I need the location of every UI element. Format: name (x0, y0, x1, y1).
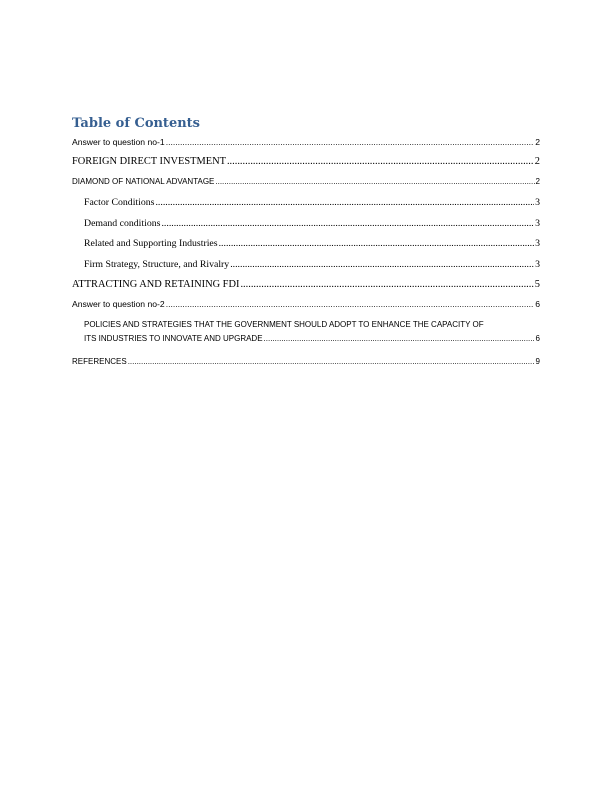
toc-entry-related-supporting-industries[interactable] (84, 238, 540, 249)
toc-entry-label: REFERENCES (72, 357, 127, 366)
toc-entry-diamond-national-advantage[interactable] (72, 177, 540, 186)
toc-entry-answer-2[interactable] (72, 299, 540, 309)
toc-leader-dots (155, 197, 534, 208)
toc-entry-label: Factor Conditions (84, 197, 155, 208)
toc-page-number: 2 (535, 137, 540, 147)
toc-entry-label: DIAMOND OF NATIONAL ADVANTAGE (72, 177, 215, 186)
toc-entry-label-line1: POLICIES AND STRATEGIES THAT THE GOVERNMENT SHOULD ADOPT TO ENHANCE THE CAPACITY OF (84, 320, 484, 329)
toc-entry-label-line2: ITS INDUSTRIES TO INNOVATE AND UPGRADE (84, 334, 263, 343)
toc-leader-dots (227, 156, 534, 167)
toc-title: Table of Contents (72, 116, 200, 131)
toc-leader-dots (219, 238, 534, 249)
toc-entry-label: Answer to question no-2 (72, 299, 165, 309)
toc-entry-label: Demand conditions (84, 218, 161, 229)
toc-leader-dots (166, 137, 535, 147)
toc-page-number: 6 (535, 334, 540, 343)
toc-entry-label: Firm Strategy, Structure, and Rivalry (84, 259, 230, 270)
toc-page-number: 3 (535, 259, 540, 270)
toc-entry-label: ATTRACTING AND RETAINING FDI (72, 279, 240, 290)
toc-entry-label: Answer to question no-1 (72, 137, 165, 147)
toc-leader-dots (215, 177, 534, 186)
toc-leader-dots (230, 259, 534, 270)
toc-entry-demand-conditions[interactable] (84, 218, 540, 229)
toc-entry-references[interactable] (72, 357, 540, 366)
toc-page-number: 5 (534, 279, 540, 290)
toc-entry-answer-1[interactable] (72, 137, 540, 147)
toc-entry-factor-conditions[interactable] (84, 197, 540, 208)
toc-page-number: 3 (535, 218, 540, 229)
toc-leader-dots (161, 218, 534, 229)
toc-leader-dots (240, 279, 533, 290)
toc-entry-attracting-retaining-fdi[interactable] (72, 279, 540, 290)
toc-leader-dots (128, 357, 535, 366)
toc-entry-policies-strategies[interactable] (84, 320, 540, 343)
toc-page-number: 2 (535, 177, 540, 186)
toc-entry-foreign-direct-investment[interactable] (72, 156, 540, 167)
toc-page-number: 3 (535, 197, 540, 208)
toc-leader-dots (264, 334, 535, 343)
toc-page-number: 3 (535, 238, 540, 249)
toc-entry-firm-strategy[interactable] (84, 259, 540, 270)
toc-leader-dots (166, 299, 535, 309)
toc-page-number: 6 (535, 299, 540, 309)
toc-entry-label: Related and Supporting Industries (84, 238, 218, 249)
toc-page-number: 2 (534, 156, 540, 167)
toc-entry-label: FOREIGN DIRECT INVESTMENT (72, 156, 226, 167)
toc-page-number: 9 (535, 357, 540, 366)
